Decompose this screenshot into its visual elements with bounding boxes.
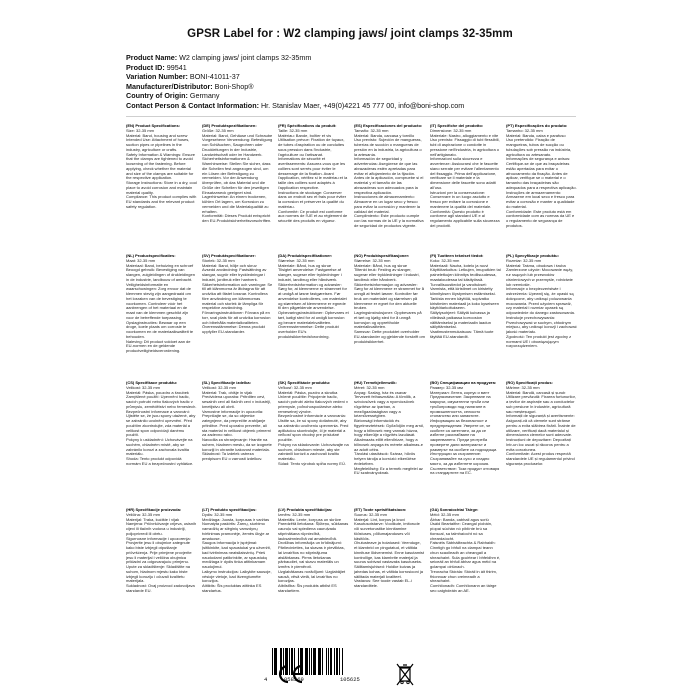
spec-section xyxy=(354,381,425,508)
info-value: 99541 xyxy=(166,62,187,72)
spec-section-body: Mărime: 32-35 mm Material: Bandă, carcasă și șurub Utilizare prevăzută: Fixarea furtunurilor, a țevilor de aspirație sau a conductelor sub presiune în industrie, agricultură sau meșteșuguri. Informații de siguranță și avertismente: Asigurați-vă că clemele sunt strânse pentru a evita slăbirea fixării. Înainte de utilizare, verificați dacă materialul și dimensiunea clemelor sunt adecvate. Instrucțiuni de depozitare: Depozitați într-un loc uscat și răcoros pentru a evita coroziunea. Conformitate: Acest produs respectă standardele UE și regulamentul privind siguranța produselor. xyxy=(506,384,576,466)
spec-section xyxy=(126,508,197,635)
barcode-digits-right: 105625 xyxy=(340,676,360,683)
spec-section-body: Suurus: 32-35 mm Materjal: Lint, korpus ja kruvi Kasutusotstarve: Voolikute, imitorude või survetorustike kinnitamine tööstuses, põllumajanduses või käsitöös. Ohutusteave ja hoiatused: Veenduge, et klambrid on pingutatud, et vältida kinnituse lõdvenemist. Enne kasutamist kontrollige, kas klambrite materjal ja suurus sobivad vastavaks kasutuseks. Säilitamisjuhised: Hoidke kuivas ja jahedas kohas, et vältida korrosiooni ja säilitada materjali kvaliteet. Vastavus: See toode vastab EL-i standarditele. xyxy=(354,511,425,588)
spec-section-heading: (RO) Specificații produs: xyxy=(506,381,553,385)
spec-section-heading: (SK) Špecifikácie produktu: xyxy=(278,381,331,385)
spec-section-heading: (PL) Specyfikacje produktu: xyxy=(506,254,559,258)
spec-section-heading: (HU) Termékjellemzők: xyxy=(354,381,397,385)
info-key: Variation Number: xyxy=(126,72,188,82)
barcode-digits-left: 058569 xyxy=(284,676,304,683)
spec-section-heading: (GA) Sonraíochtaí Táirge: xyxy=(430,508,479,512)
spec-section-body: Dydis: 32-35 mm Medžiaga: Juosta, korpusas ir varžtas Numatyta paskirtis: Žarnų, siurbimo vamzdžių ar slėginių vamzdynų tvirtinimas pramonėje, žemės ūkyje ar amatuose. Saugos informacija ir įspėjimai: Įsitikinkite, kad spaustukai yra užveržti, kad tvirtinimas neatsilaisvintų. Prieš naudodami patikrinkite, ar spaustukų medžiaga ir dydis tinka atitinkamam naudojimui. Laikymo instrukcijos: Laikykite sausoje, vėsioje vietoje, kad išvengtumėte korozijos. Atitiktis: Šis produktas atitinka ES standartus. xyxy=(202,511,272,593)
spec-section-heading: (NL) Productspecificaties: xyxy=(126,254,176,258)
info-row-variation-number xyxy=(126,72,596,82)
info-row-product-id xyxy=(126,63,596,73)
spec-section xyxy=(354,124,425,254)
spec-section-heading: (ES) Especificaciones del producto: xyxy=(354,124,423,128)
info-key: Product Name: xyxy=(126,53,178,62)
spec-section-heading: (HR) Specifikacije proizvoda: xyxy=(126,508,182,512)
spec-section-heading: (LT) Produkto specifikacijos: xyxy=(202,508,257,512)
spec-section xyxy=(430,508,501,635)
spec-section xyxy=(202,508,273,635)
spec-section xyxy=(202,254,273,381)
spec-section-heading: (FI) Tuotteen tekniset tiedot: xyxy=(430,254,484,258)
crossed-bin-icon xyxy=(395,662,415,688)
spec-section-body: Veľkosť: 32-35 mm Materiál: Páska, puzdro a skrutka Určené použitie: Pripojenie hadíc, sacích potrubí alebo tlakových vedení v priemysle, poľnohospodárstve alebo remeselnej výrobe. Bezpečnostné informácie a varovania: Uistite sa, že sú spony dotiahnuté, aby sa zabránilo uvoľneniu upevnenia. Pred aplikáciou skontrolujte, či je materiál a veľkosť spon vhodný pre príslušné použitie. Pokyny na skladovanie: Uchovávajte na suchom, chladnom mieste, aby ste zabránili korózii a zachovali kvalitu materiálu. Súlad: Tento výrobok spĺňa normy EÚ. xyxy=(278,384,349,466)
spec-section-body: Veličina: 32-35 mm Materijal: Traka, kućište i vijak Namjena: Pričvršćivanje crijeva, usisnih cijevi ili tlačnih vodova u industriji, poljoprivredi ili obrtu. Sigurnosne informacije i upozorenja: Provjerite jesu li obujmice zategnute kako biste izbjegli otpuštanje pričvršćenja. Prije primjene provjerite jesu li materijal i veličina obujmica prikladni za odgovarajuću primjenu. Upute za skladištenje: Skladištite na suhom, hladnom mjestu kako biste izbjegli koroziju i očuvali kvalitetu materijala. Sukladnost: Ovaj proizvod zadovoljava standarde EU. xyxy=(126,511,197,593)
spec-section xyxy=(126,381,197,508)
info-value: W2 clamping jaws/ joint clamps 32-35mm xyxy=(179,53,312,62)
info-value: BONI-41011-37 xyxy=(189,72,240,82)
spec-section-body: Tamanho: 32-35 mm Material: Banda, caixa e parafuso Uso pretendido: Fixação de mangueiras, tubos de sucção ou tubulações sob pressão na indústria, agricultura ou artesanato. Informações de segurança e avisos: Certifique-se de que as braçadeiras estão apertadas para evitar o afrouxamento da fixação. Antes de aplicar, verifique se o material e o tamanho das braçadeiras são adequados para a respectiva aplicação. Instruções de armazenamento: Armazene em local seco e fresco para evitar a corrosão e manter a qualidade do material. Conformidade: Este produto está em conformidade com as normas da UE e o regulamento de segurança de produtos. xyxy=(506,127,577,228)
info-value: Boni-Shop® xyxy=(214,81,254,91)
info-value: Germany xyxy=(189,91,220,101)
spec-section-body: Méret: 32-35 mm Anyag: Szalag, ház és csavar Tervezett felhasználás: A tömlők, a szívócsövek vagy a nyomócsövek rögzítése az iparban, a mezőgazdaságban vagy a kézművességben. Biztonsági információk és figyelmeztetések: Győződjön meg arról, hogy a bilincsek meg vannak húzva, hogy elkerülje a rögzítés lazulását. Alkalmazás előtt ellenőrizze, hogy a bilincsek anyaga és mérete alkalmas-e az adott célra. Tárolási utasítások: Száraz, hűvös helyen tárolja a korrózió elkerülése érdekében. Megfelelőség: Ez a termék megfelel az EU szabványoknak. xyxy=(354,384,425,476)
info-key: Manufacturer/Distributor: xyxy=(126,81,213,91)
spec-section-body: Tamaño: 32-35 mm Material: Banda, carcasa y tornillo Uso previsto: Sujeción de mangueras, tuberías de succión o mangueras de presión en la industria, la agricultura o la artesanía. Información de seguridad y advertencias: Asegúrese de que las abrazaderas estén apretadas para evitar el aflojamiento de la fijación. Antes de la aplicación, compruebe si el material y el tamaño de las abrazaderas son adecuados para la respectiva aplicación. Instrucciones de almacenamiento: Almacene en un lugar seco y fresco para evitar la corrosión y mantener la calidad del material. Cumplimiento: Este producto cumple con las normas de la UE y la normativa de seguridad de productos vigente. xyxy=(354,127,424,228)
info-value: Hr. Stanislav Maer, +49(0)4221 45 777 00, info@boni-shop.com xyxy=(260,100,465,110)
info-row-contact xyxy=(126,101,596,111)
spec-section-heading: (CS) Specifikace produktu: xyxy=(126,381,178,385)
spec-section-body: Storlek: 32-35 mm Material: Band, hölje och skruv Avsedd användning: Fastsättning av slangar, sugrör eller tryckledningar i industri, jordbruk eller hantverk. Säkerhetsinformation och varningar: Se till att klämmorna är åtdragna för att undvika att fästet lossnar. Kontrollera före användning om klämmornas material och storlek är lämpliga för respektive användning. Förvaringsinstruktioner: Förvara på en torr, sval plats för att undvika korrosion och bibehålla materialkvaliteten. Överensstämmelse: Denna produkt uppfyller EU-standarder. xyxy=(202,257,273,334)
spec-section xyxy=(506,381,577,508)
info-row-country xyxy=(126,91,596,101)
spec-section-body: Maat: 32-35 mm Materiaal: Band, behuizing en schroef Beoogd gebruik: Bevestiging van slangen, zuigleidingen of drukleidingen in de industrie, landbouw of ambacht. Veiligheidsinformatie en waarschuwingen: Zorg ervoor dat de klemmen stevig zijn aangedraaid om het losraken van de bevestiging te voorkomen. Controleer vóór het aanbrengen of het materiaal en de maat van de klemmen geschikt zijn voor de betreffende toepassing. Opslaginstructies: Bewaar op een droge, koele plaats om corrosie te voorkomen en de materiaalkwaliteit te behouden. Naleving: Dit product voldoet aan de EU-normen en de geldende productveiligheidsverordening. xyxy=(126,257,195,353)
spec-section xyxy=(430,254,501,381)
spec-section xyxy=(506,254,577,381)
info-row-manufacturer xyxy=(126,82,596,92)
spec-section xyxy=(354,508,425,635)
spec-section-heading: (SV) Produktspecifikationer: xyxy=(202,254,256,258)
spec-section-heading: (EN) Product Specifications: xyxy=(126,124,181,128)
spec-section-body: Størrelse: 32-35 mm Materiale: Bånd, hus og skrue Tiltenkt bruk: Festing av slanger, sugerør eller trykkledninger i industri, landbruk eller håndverk. Sikkerhetsinformasjon og advarsler: Sørg for at klemmene er strammet for å unngå at festet løsner. Kontroller før bruk om materialet og størrelsen på klemmene er egnet for den aktuelle bruken. Lagringsinstruksjoner: Oppbevares på et tørt og kjølig sted for å unngå korrosjon og opprettholde materialkvaliteten. Samsvar: Dette produktet overholder EU-standarder og gjeldende forskrift om produktsikkerhet. xyxy=(354,257,425,344)
spec-section-body: Taille: 32-35 mm Matériau: Bande, boîtier et vis Utilisation prévue: Fixation de tuyaux, de tubes d'aspiration ou de conduites sous pression dans l'industrie, l'agriculture ou l'artisanat. Informations de sécurité et avertissements: Assurez-vous que les colliers sont serrés pour éviter le desserrage de la fixation. Avant l'application, vérifiez si le matériau et la taille des colliers sont adaptés à l'application respective. Instructions de stockage: Conserver dans un endroit sec et frais pour éviter la corrosion et préserver la qualité du matériau. Conformité: Ce produit est conforme aux normes de l'UE et au règlement de sécurité des produits en vigueur. xyxy=(278,127,348,223)
spec-section-heading: (IT) Specifiche del prodotto: xyxy=(430,124,484,128)
spec-section-body: Méid: 32-35 mm Ábhar: Banda, cabhail agus scriú Úsáid Beartaithe: Ceangal píobáin, píopaí súchán nó píblínte brú sa tionscal, sa talmhaíocht nó sa cheardaíocht. Faisnéis Sábháilteachta & Rabhaidh: Cinntigh go bhfuil na clampaí teann chun scaoileadh an cheangail a sheachaint. Sula gcuirtear i bhfeidhm é, seiceáil an bhfuil ábhar agus méid na gclampaí oiriúnach. Treoracha Stórála: Stóráil in áit thirim, fhionnuar chun creimeadh a sheachaint. Comhlíonadh: Comhlíonann an táirge seo caighdeáin an AE. xyxy=(430,511,501,593)
spec-section-heading: (BG) Спецификации на продукта: xyxy=(430,381,497,385)
spec-section-heading: (DE) Produktspezifikationen: xyxy=(202,124,257,128)
product-info xyxy=(126,53,596,111)
spec-section xyxy=(202,381,273,508)
spec-section-body: Rozmiar: 32-35 mm Materiał: Taśma, obudowa i śruba Zamierzone użycie: Mocowanie węży, rur ssących lub przewodów ciśnieniowych w przemyśle, rolnictwie lub rzemiośle. Informacje o bezpieczeństwie i ostrzeżenia: Upewnij się, że opaski są dokręcone, aby uniknąć poluzowania mocowania. Przed użyciem sprawdź, czy materiał i rozmiar opasek są odpowiednie do danego zastosowania. Instrukcje przechowywania: Przechowywać w suchym, chłodnym miejscu, aby uniknąć korozji i zachować jakość materiału. Zgodność: Ten produkt jest zgodny z normami UE i obowiązującym rozporządzeniem. xyxy=(506,257,577,349)
spec-section xyxy=(126,124,197,254)
info-key: Product ID: xyxy=(126,62,165,72)
spec-section-heading: (ET) Toote spetsifikatsioon: xyxy=(354,508,407,512)
spec-section xyxy=(354,254,425,381)
spec-section-heading: (DA) Produktspecifikationer: xyxy=(278,254,333,258)
spec-section xyxy=(506,124,577,254)
spec-section-body: Dimensione: 32-35 mm Materiale: Nastro, alloggiamento e vite Uso previsto: Fissaggio di tubi flessibili, tubi di aspirazione o condotte in pressione nell'industria, in agricoltura o nell'artigianato. Informazioni sulla sicurezza e avvertenze: Assicurarsi che le fascette siano serrate per evitare l'allentamento del fissaggio. Prima dell'applicazione, verificare se il materiale e la dimensione delle fascette sono adatti all'uso. Istruzioni per la conservazione: Conservare in un luogo asciutto e fresco per evitare la corrosione e mantenere la qualità del materiale. Conformità: Questo prodotto è conforme agli standard UE e al regolamento applicabile sulla sicurezza dei prodotti. xyxy=(430,127,500,228)
spec-section xyxy=(278,124,349,254)
spec-section-heading: (NO) Produktspesifikasjoner: xyxy=(354,254,410,258)
spec-section xyxy=(278,508,349,635)
spec-section xyxy=(202,124,273,254)
spec-section-heading: (SL) Specifikacije izdelka: xyxy=(202,381,251,385)
spec-section-body: Velikost: 32-35 mm Materiál: Páska, pouzdro a šroubek Zamýšlené použití: Upevnění hadic, sacích potrubí nebo tlakových hadic v průmyslu, zemědělství nebo řemeslech. Bezpečnostní informace a varování: Ujistěte se, že jsou spony utažené, aby se zabránilo uvolnění upevnění. Před použitím zkontrolujte, zda materiál a velikost spon odpovídají danému použití. Pokyny k uskladnění: Uchovávejte na suchém, chladném místě, aby se zabránilo korozi a zachovala kvalita materiálu. Shoda: Tento produkt odpovídá normám EU a bezpečnostní vyhlášce. xyxy=(126,384,197,466)
spec-grid xyxy=(126,124,576,635)
info-key: Country of Origin: xyxy=(126,91,188,101)
divider xyxy=(126,116,576,117)
barcode-digit-lead: 4 xyxy=(264,676,268,683)
spec-section-body: Izmērs: 32-35 mm Materiāls: Lente, korpuss un skrūve Paredzētā lietošana: Šļūteņu, sūkšanas cauruļu vai spiediena cauruļvadu stiprināšana rūpniecībā, lauksaimniecībā vai amatniecībā. Drošības informācija un brīdinājumi: Pārliecinieties, ka skavas ir pievilktas, lai izvairītos no stiprinājuma atslābšanas. Pirms lietošanas pārbaudiet, vai skavu materiāls un izmērs ir piemēroti. Uzglabāšanas norādījumi: Uzglabājiet sausā, vēsā vietā, lai izvairītos no korozijas. Atbilstība: Šis produkts atbilst ES standartiem. xyxy=(278,511,349,593)
spec-section-heading: (FR) Spécifications du produit: xyxy=(278,124,337,128)
spec-section-heading: (LV) Produkta specifikācijas: xyxy=(278,508,333,512)
spec-section-heading: (PT) Especificações do produto: xyxy=(506,124,568,128)
spec-section-body: Størrelse: 32-35 mm Materiale: Bånd, hus og skrue Tilsigtet anvendelse: Fastgørelse af slanger, sugerør eller trykledninger i industri, landbrug eller håndværk. Sikkerhedsinformation og advarsler: Sørg for, at klemmerne er strammet for at undgå at løsne fastgørelsen. Før anvendelse kontrolleres, om materialet og størrelsen af klemmerne er egnede til den pågældende anvendelse. Opbevaringsinstruktioner: Opbevares et tørt, køligt sted for at undgå korrosion og bevare materialekvaliteten. Overensstemmelse: Dette produkt overholder EU's produktsikkerhedsforordning. xyxy=(278,257,349,339)
ce-mark-icon xyxy=(275,662,305,686)
spec-section xyxy=(126,254,197,381)
spec-section-body: Size: 32-35 mm Material: Band, housing and screw Intended Use: Attachment of hoses, suction pipes or pipelines in the industry, agriculture or crafts. Safety Information & Warnings: Ensure that the clamps are tightened to avoid loosening of the fastening. Before applying, check whether the material and size of the clamps are suitable for the respective application. Storage Instructions: Store in a dry, cool place to avoid corrosion and maintain material quality. Compliance: This product complies with EU standards and the relevant product safety regulation. xyxy=(126,127,197,209)
info-row-product-name xyxy=(126,53,596,63)
spec-section xyxy=(430,381,501,508)
page-title: GPSR Label for : W2 clamping jaws/ joint clamps 32-35mm xyxy=(187,28,513,40)
spec-section-body: Koko: 32-35 mm Materiaali: Nauha, kotelo ja ruuvi Käyttötarkoitus: Letkujen, imuputkien tai paineletkujen kiinnitys teollisuudessa, maataloudessa tai käsityössä. Turvallisuustiedot ja varoitukset: Varmista, että kiristimet on kiristetty kiinnityksen löystymisen estämiseksi. Tarkista ennen käyttöä, sopivatko kiristimien materiaali ja koko kyseiseen käyttötarkoitukseen. Säilytysohjeet: Säilytä kuivassa ja viileässä paikassa korroosion välttämiseksi ja materiaalin laadun säilyttämiseksi. Vaatimustenmukaisuus: Tämä tuote täyttää EU-standardit. xyxy=(430,257,501,339)
spec-section xyxy=(278,254,349,381)
spec-section xyxy=(430,124,501,254)
spec-section xyxy=(278,381,349,508)
info-key: Contact Person & Contact Information: xyxy=(126,100,259,110)
spec-section-body: Размер: 32-35 мм Материал: Лента, корпус и винт Предназначение: Закрепване на маркучи, смукателни тръби или тръбопроводи под налягане в промишлеността, селското стопанство или занаятите. Информация за безопасност и предупреждения: Уверете се, че скобите са затегнати, за да се избегне разхлабване на закрепването. Преди употреба проверете дали материалът и размерът на скобите са подходящи. Инструкции за съхранение: Съхранявайте на сухо и хладно място, за да избегнете корозия. Съответствие: Този продукт отговаря на стандартите на ЕС. xyxy=(430,384,500,476)
spec-section-body: Velikost: 32-35 mm Material: Trak, ohišje in vijak Predvidena uporaba: Pritrditev cevi, sesalnih cevi ali tlačnih cevi v industriji, kmetijstvu ali obrti. Varnostne informacije in opozorila: Prepričajte se, da so objemke zategnjene, da preprečite zrahljanje pritrditve. Pred uporabo preverite, ali sta material in velikost objemk primerni za zadevno rabo. Navodila za shranjevanje: Hranite na suhem, hladnem mestu, da se izognete koroziji in ohranite kakovost materiala. Skladnost: Ta izdelek ustreza predpisom EU o varnosti izdelkov. xyxy=(202,384,272,461)
spec-section-body: Größe: 32-35 mm Material: Band, Gehäuse und Schraube Vorgesehene Verwendung: Befestigung von Schläuchen, Saugrohren oder Druckleitungen in der Industrie, Landwirtschaft oder im Handwerk. Sicherheitsinformationen & Warnhinweise: Stellen Sie sicher, dass die Schellen fest angezogen sind, um ein Lösen der Befestigung zu vermeiden. Vor der Anwendung überprüfen, ob das Material und die Größe der Schellen für den jeweiligen Einsatzzweck geeignet sind. Lagerhinweise: An einem trockenen, kühlen Ort lagern, um Korrosion zu vermeiden und die Materialqualität zu erhalten. Konformität: Dieses Produkt entspricht den EU-Produktsicherheitsvorschriften. xyxy=(202,127,273,223)
